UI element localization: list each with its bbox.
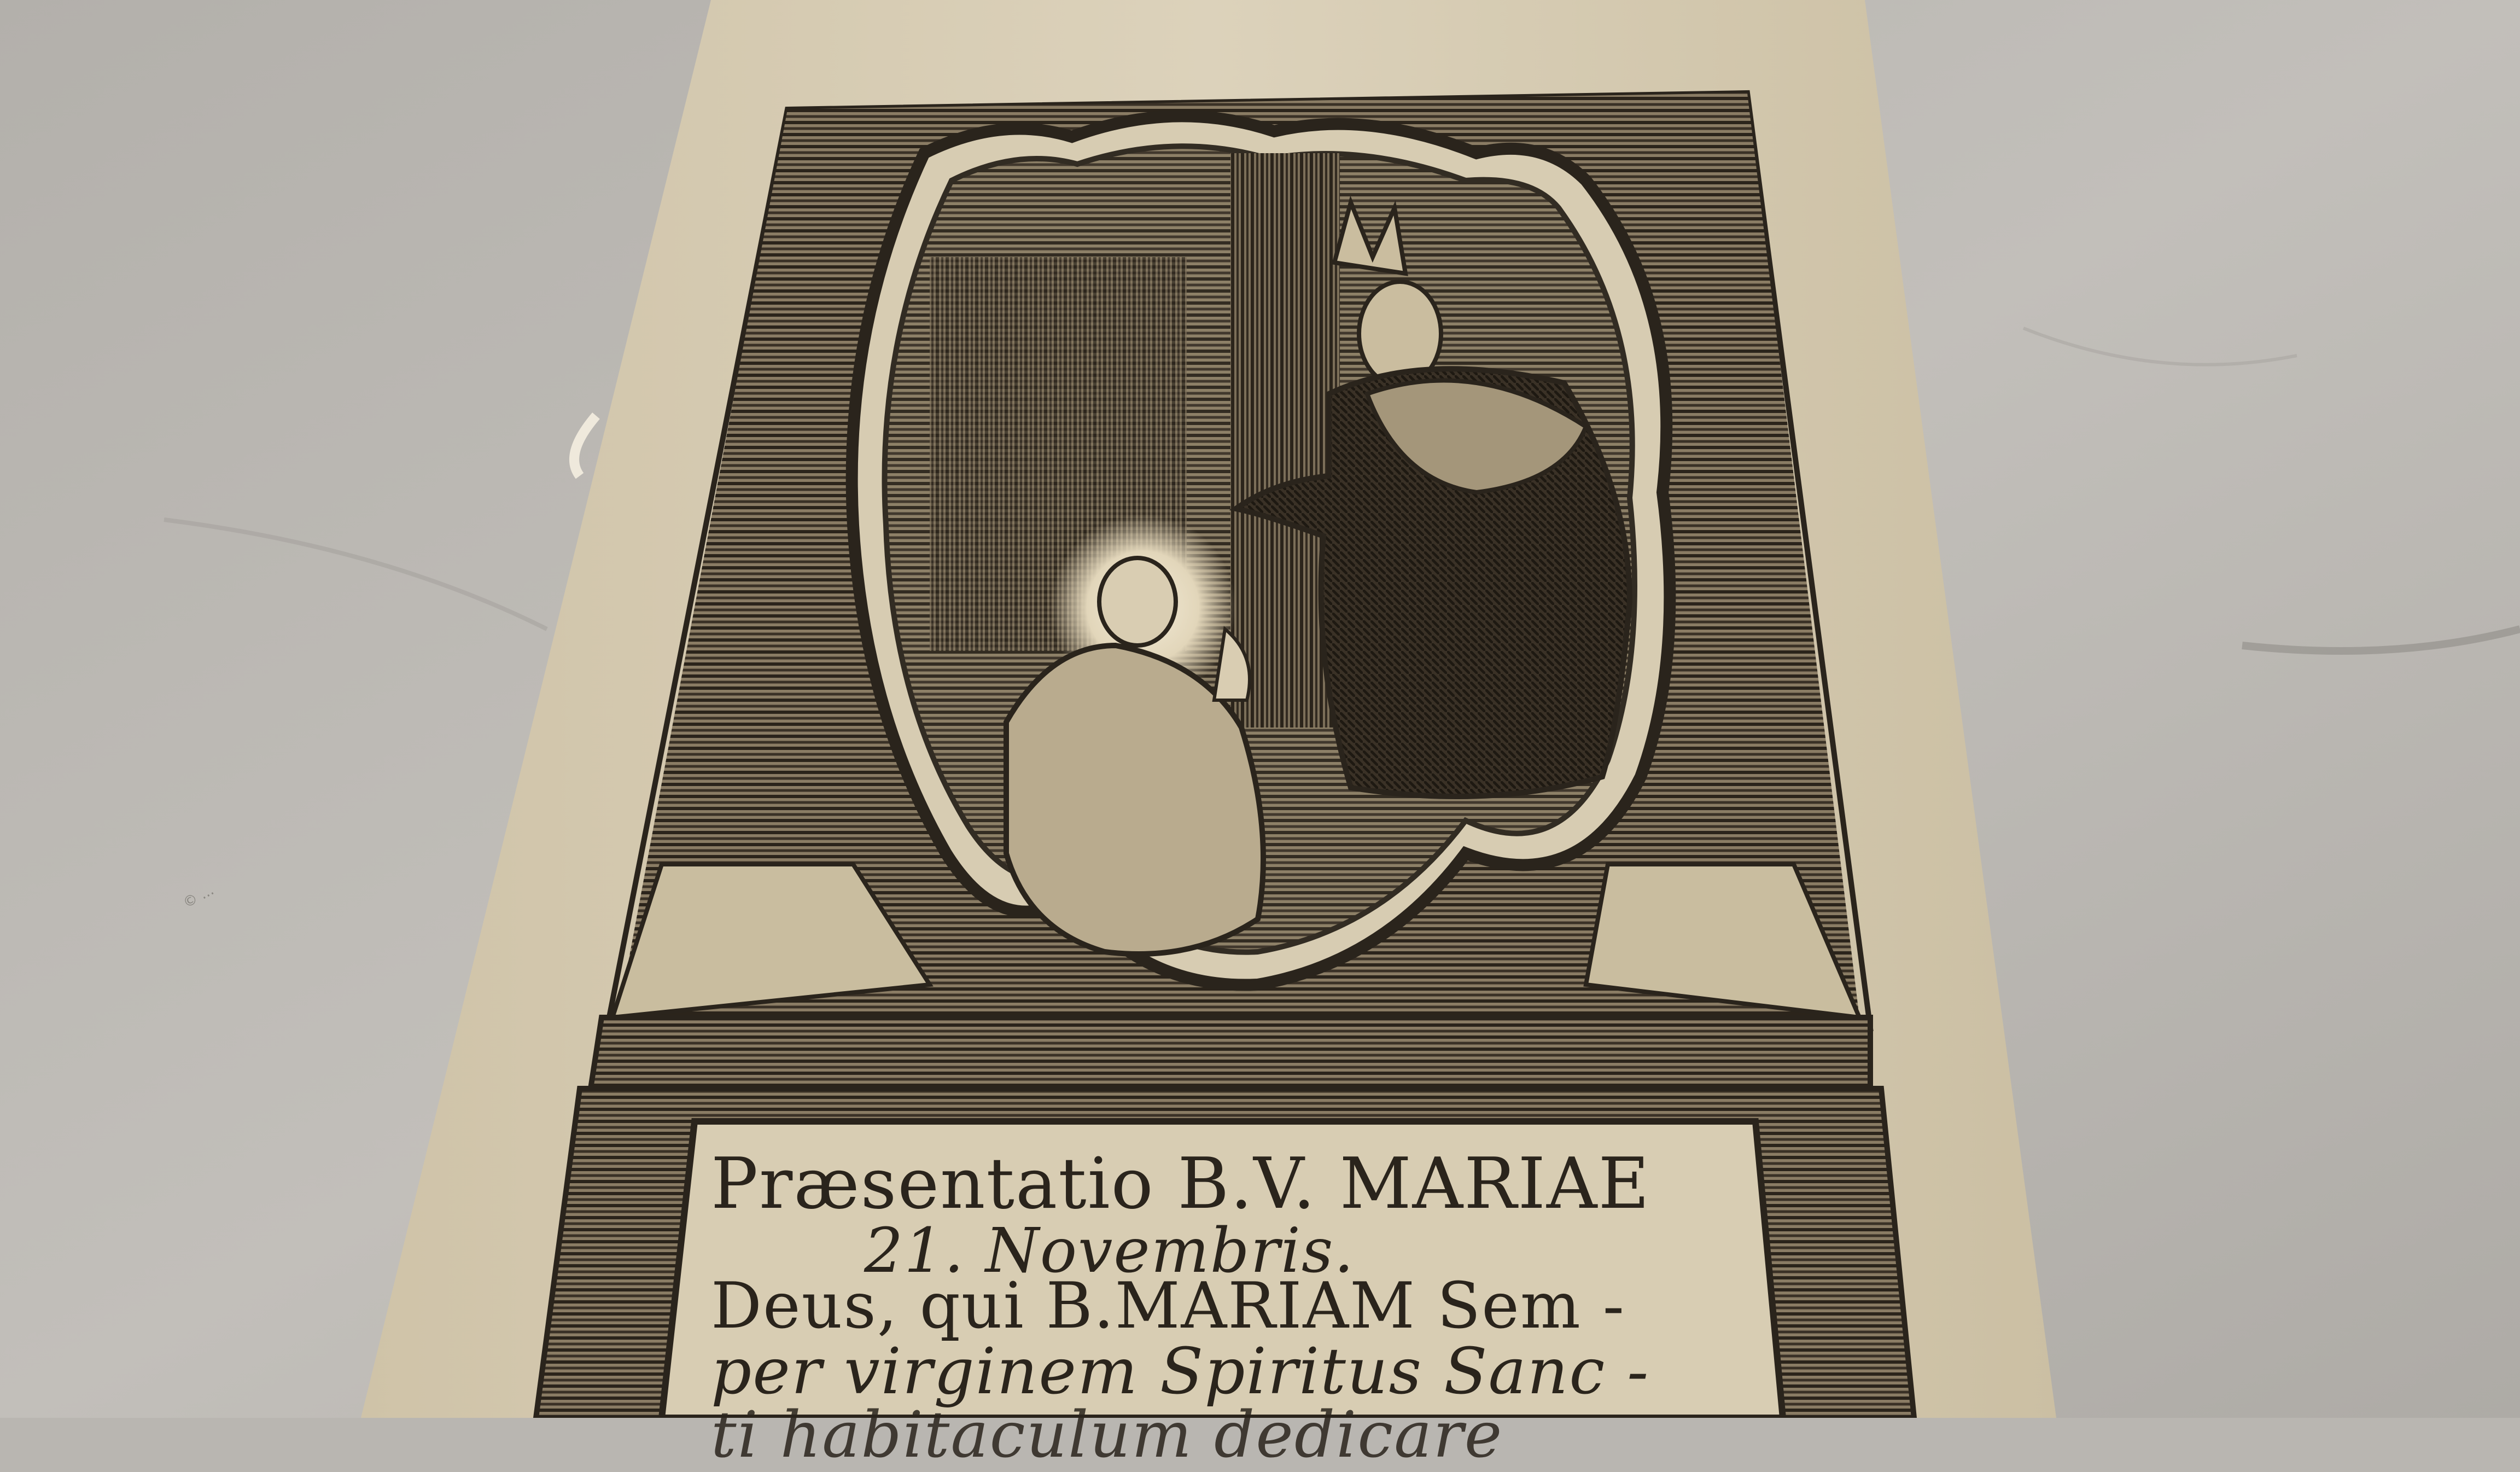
print-date: 21. Novembris.	[864, 1215, 1355, 1287]
prayer-line-1: Deus, qui B.MARIAM Sem -	[711, 1269, 1625, 1343]
print-title: Præsentatio B.V. MARIAE	[711, 1143, 1650, 1225]
watermark: © ...	[180, 882, 217, 912]
entablature	[591, 1017, 1870, 1089]
mary-head	[1099, 558, 1176, 645]
prayer-line-3: ti habitaculum dedicare	[711, 1398, 1503, 1472]
prayer-line-2: per virginem Spiritus Sanc -	[711, 1335, 1650, 1409]
